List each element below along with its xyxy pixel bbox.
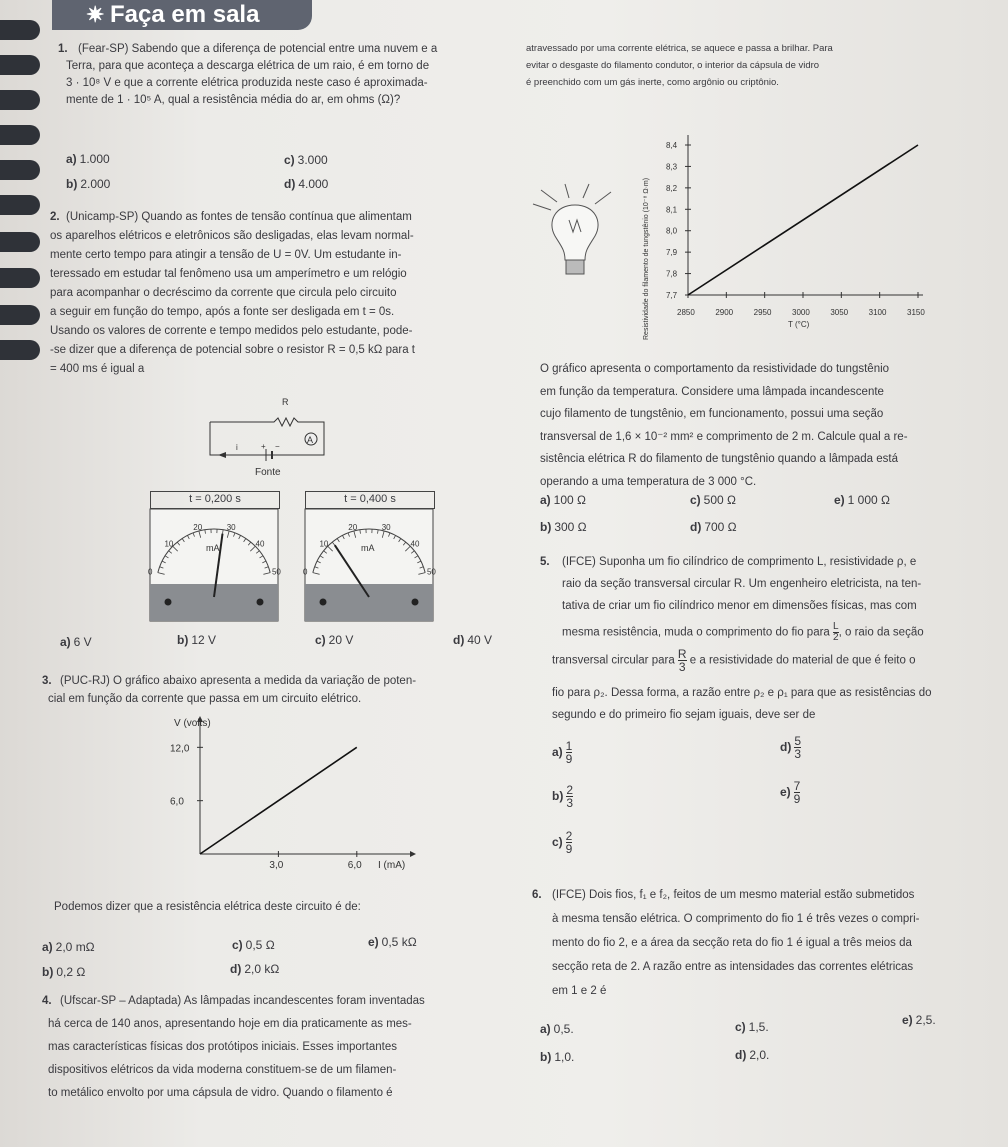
option[interactable]: a) 100 Ω [540, 493, 586, 507]
y-tick-label: 8,4 [666, 141, 678, 150]
y-tick-label: 8,0 [666, 226, 678, 236]
chart-vi [150, 714, 420, 874]
meter-scale-label: 10 [319, 539, 329, 549]
x-tick-label: 3000 [792, 308, 810, 317]
plus-sign: + [261, 442, 266, 451]
q4-after: operando a uma temperatura de 3 000 °C. [540, 476, 757, 488]
q2-line: os aparelhos elétricos e eletrônicos são desligadas, elas levam normal- [50, 230, 414, 242]
y-tick-label: 12,0 [170, 743, 190, 755]
option[interactable]: e) 1 000 Ω [834, 493, 891, 507]
q4-after: em função da temperatura. Considere uma lâmpada incandescente [540, 386, 884, 398]
meter-terminal-icon [257, 599, 264, 606]
y-tick-label: 8,3 [666, 162, 678, 172]
y-tick-label: 7,7 [666, 291, 678, 300]
q2-line: teressado em estudar tal fenômeno usa um amperímetro e um relógio [50, 268, 407, 280]
fraction-r-over-3: $\frac{R}{3}$ [677, 647, 687, 674]
side-tab [0, 160, 40, 180]
meter-terminal-icon [165, 599, 172, 606]
fraction-l-over-2: $\frac{L}{2}$ [833, 621, 839, 643]
q5-line: transversal circular para $\frac{R}{3}$ e a resistividade do material de que é feito o [552, 647, 916, 674]
q2-line: (Unicamp-SP) Quando as fontes de tensão contínua que alimentam [66, 211, 412, 223]
meter-terminal-icon [412, 599, 419, 606]
q5-line: tativa de criar um fio cilíndrico menor em dimensões físicas, mas com [562, 600, 917, 612]
side-tab [0, 232, 40, 252]
option[interactable]: e) 0,5 kΩ [368, 935, 417, 949]
q5-line: raio da seção transversal circular R. Um engenheiro eletricista, na ten- [562, 578, 922, 590]
q4-line: dispositivos elétricos da vida moderna constituem-se de um filamen- [48, 1064, 397, 1076]
meter-scale-label: 10 [164, 539, 174, 549]
question-number: 2. [50, 211, 60, 223]
lamp-bulb-icon [552, 205, 598, 260]
meter-scale-label: 0 [148, 567, 153, 577]
meter-terminal-icon [320, 599, 327, 606]
x-tick-label: 6,0 [347, 860, 362, 871]
side-tab [0, 340, 40, 360]
side-tab [0, 195, 40, 215]
q2-line: Usando os valores de corrente e tempo medidos pelo estudante, pode- [50, 325, 413, 337]
y-tick-label: 7,8 [666, 269, 678, 279]
side-tab [0, 125, 40, 145]
meter-unit: mA [361, 543, 375, 553]
q1-line: (Fear-SP) Sabendo que a diferença de potencial entre uma nuvem e a [78, 43, 438, 55]
q2-line: mente certo tempo para atingir a tensão de U = 0V. Um estudante in- [50, 249, 402, 261]
source-label: Fonte [255, 467, 281, 478]
meter1-time: t = 0,200 s [150, 491, 280, 509]
q4-after: sistência elétrica R do filamento de tungstênio quando a lâmpada está [540, 453, 899, 465]
option[interactable]: b) 0,2 Ω [42, 965, 86, 979]
meter-scale-label: 30 [381, 523, 391, 533]
option[interactable]: a) 6 V [60, 635, 92, 649]
meter2-time: t = 0,400 s [305, 491, 435, 509]
meter-unit: mA [206, 543, 220, 553]
option[interactable]: b) 2.000 [66, 177, 111, 191]
option[interactable]: b) 300 Ω [540, 520, 587, 534]
option[interactable]: c) 20 V [315, 633, 354, 647]
section-title: Faça em sala [110, 1, 260, 28]
q4-line: mas características físicas dos protótipos iniciais. Esses importantes [48, 1041, 397, 1053]
meter-scale-label: 0 [303, 567, 308, 577]
q4-cont: atravessado por uma corrente elétrica, se aquece e passa a brilhar. Para [526, 43, 833, 54]
option[interactable]: a) 2,0 mΩ [42, 940, 95, 954]
minus-sign: − [275, 442, 280, 451]
question-number: 1. [58, 43, 68, 55]
q1-line: 3 · 10⁸ V e que a corrente elétrica produzida neste caso é aproximada- [66, 77, 428, 89]
x-axis-label: T (°C) [788, 320, 810, 329]
q1-line: mente de 1 · 10⁵ A, qual a resistência média do ar, em ohms (Ω)? [66, 94, 401, 106]
chart-resistivity [628, 120, 933, 345]
option[interactable]: d) 700 Ω [690, 520, 737, 534]
y-axis-label: V (volts) [174, 718, 211, 729]
question-number: 3. [42, 675, 52, 687]
q4-line: to metálico envolto por uma cápsula de vidro. Quando o filamento é [48, 1087, 393, 1099]
lamp-illustration [525, 180, 625, 300]
x-axis-label: I (mA) [378, 860, 406, 871]
y-tick-label: 8,1 [666, 205, 678, 215]
option[interactable]: b) $\frac{2}{3}$ [552, 783, 574, 810]
circuit-diagram [200, 395, 330, 485]
q4-after: O gráfico apresenta o comportamento da resistividade do tungstênio [540, 363, 890, 375]
q4-after: transversal de 1,6 × 10⁻² mm² e comprimento de 2 m. Calcule qual a re- [540, 431, 908, 443]
y-tick-label: 6,0 [170, 796, 184, 808]
option[interactable]: c) $\frac{2}{9}$ [552, 829, 573, 856]
x-axis-arrow-icon [410, 851, 416, 857]
series-line [688, 145, 918, 295]
q6-line: mento do fio 2, e a área da secção reta do fio 1 é igual a três meios da [552, 937, 912, 949]
option[interactable]: d) $\frac{5}{3}$ [780, 734, 802, 761]
option[interactable]: e) 2,5. [902, 1013, 936, 1027]
side-tab [0, 305, 40, 325]
side-tab [0, 268, 40, 288]
option[interactable]: b) 12 V [177, 633, 217, 647]
q6-line: secção reta de 2. A razão entre as intensidades das correntes elétricas [552, 961, 914, 973]
option[interactable]: d) 2,0 kΩ [230, 962, 280, 976]
q4-line: há cerca de 140 anos, apresentando hoje em dia praticamente as mes- [48, 1018, 412, 1030]
option[interactable]: d) 40 V [453, 633, 493, 647]
q3-line: (PUC-RJ) O gráfico abaixo apresenta a medida da variação de poten- [60, 675, 417, 687]
option[interactable]: a) 0,5. [540, 1022, 574, 1036]
q3-after: Podemos dizer que a resistência elétrica deste circuito é de: [54, 901, 361, 913]
meter-scale-label: 40 [255, 539, 265, 549]
meter-scale-label: 30 [226, 523, 236, 533]
x-tick-label: 3,0 [269, 860, 284, 871]
option[interactable]: d) 4.000 [284, 177, 329, 191]
meter-scale-label: 20 [348, 523, 358, 533]
q5-line: (IFCE) Suponha um fio cilíndrico de comprimento L, resistividade ρ, e [562, 556, 917, 568]
q2-line: para acompanhar o decréscimo da corrente que circula pelo circuito [50, 287, 397, 299]
option[interactable]: c) 3.000 [284, 153, 328, 167]
q6-line: em 1 e 2 é [552, 985, 607, 997]
resistor-label: R [282, 397, 289, 407]
option[interactable]: a) $\frac{1}{9}$ [552, 739, 573, 766]
x-tick-label: 2850 [677, 308, 695, 317]
question-number: 5. [540, 556, 550, 568]
series-line [200, 747, 357, 854]
option[interactable]: d) 2,0. [735, 1048, 770, 1062]
current-label: i [236, 443, 238, 452]
ammeter-1 [150, 509, 280, 621]
q5-line: fio para ρ₂. Dessa forma, a razão entre ρ₂ e ρ₁ para que as resistências do [552, 687, 932, 699]
meter-scale-label: 40 [410, 539, 420, 549]
side-tab [0, 55, 40, 75]
current-arrow-icon [218, 452, 226, 458]
q2-line: -se dizer que a diferença de potencial sobre o resistor R = 0,5 kΩ para t [50, 344, 415, 356]
q4-cont: é preenchido com um gás inerte, como argônio ou criptônio. [526, 77, 779, 88]
meter-scale-label: 50 [426, 567, 436, 577]
option[interactable]: c) 500 Ω [690, 493, 736, 507]
q6-line: (IFCE) Dois fios, f₁ e f₂, feitos de um mesmo material estão submetidos [552, 889, 915, 901]
question-number: 4. [42, 995, 52, 1007]
x-tick-label: 3150 [907, 308, 925, 317]
y-tick-label: 7,9 [666, 248, 678, 258]
q5-line: segundo e do primeiro fio sejam iguais, deve ser de [552, 709, 816, 721]
side-tab [0, 90, 40, 110]
x-tick-label: 3050 [830, 308, 849, 317]
q2-line: a seguir em função do tempo, após a fonte ser desligada em t = 0s. [50, 306, 395, 318]
q6-line: à mesma tensão elétrica. O comprimento do fio 1 é três vezes o compri- [552, 913, 920, 925]
question-number: 6. [532, 889, 542, 901]
x-tick-label: 2950 [753, 308, 772, 317]
option[interactable]: e) $\frac{7}{9}$ [780, 779, 801, 806]
x-tick-label: 3100 [868, 308, 887, 317]
y-tick-label: 8,2 [666, 183, 678, 193]
q2-line: = 400 ms é igual a [50, 363, 145, 375]
option[interactable]: c) 0,5 Ω [232, 938, 275, 952]
q1-line: Terra, para que aconteça a descarga elétrica de um raio, é em torno de [66, 60, 430, 72]
option[interactable]: c) 1,5. [735, 1020, 769, 1034]
q4-cont: evitar o desgaste do filamento condutor, o interior da cápsula de vidro [526, 60, 820, 71]
side-tab [0, 20, 40, 40]
q5-line: mesma resistência, muda o comprimento do fio para $\frac{L}{2}$ , o raio da seção [562, 621, 924, 643]
option[interactable]: b) 1,0. [540, 1050, 575, 1064]
section-header [52, 0, 312, 30]
q4-line: (Ufscar-SP – Adaptada) As lâmpadas incandescentes foram inventadas [60, 995, 425, 1007]
ammeter-label: A [307, 435, 314, 445]
star-icon: ✷ [86, 2, 105, 27]
x-tick-label: 2900 [715, 308, 734, 317]
meter-scale-label: 50 [271, 567, 281, 577]
option[interactable]: a) 1.000 [66, 152, 110, 166]
meter-scale-label: 20 [193, 523, 203, 533]
q4-after: cujo filamento de tungstênio, em funcionamento, possui uma seção [540, 408, 884, 420]
ammeter-2 [305, 509, 435, 621]
q3-line: cial em função da corrente que passa em um circuito elétrico. [48, 693, 362, 705]
y-axis-label: Resistividade do filamento de tungstênio (10⁻⁸ Ω·m) [643, 177, 650, 340]
